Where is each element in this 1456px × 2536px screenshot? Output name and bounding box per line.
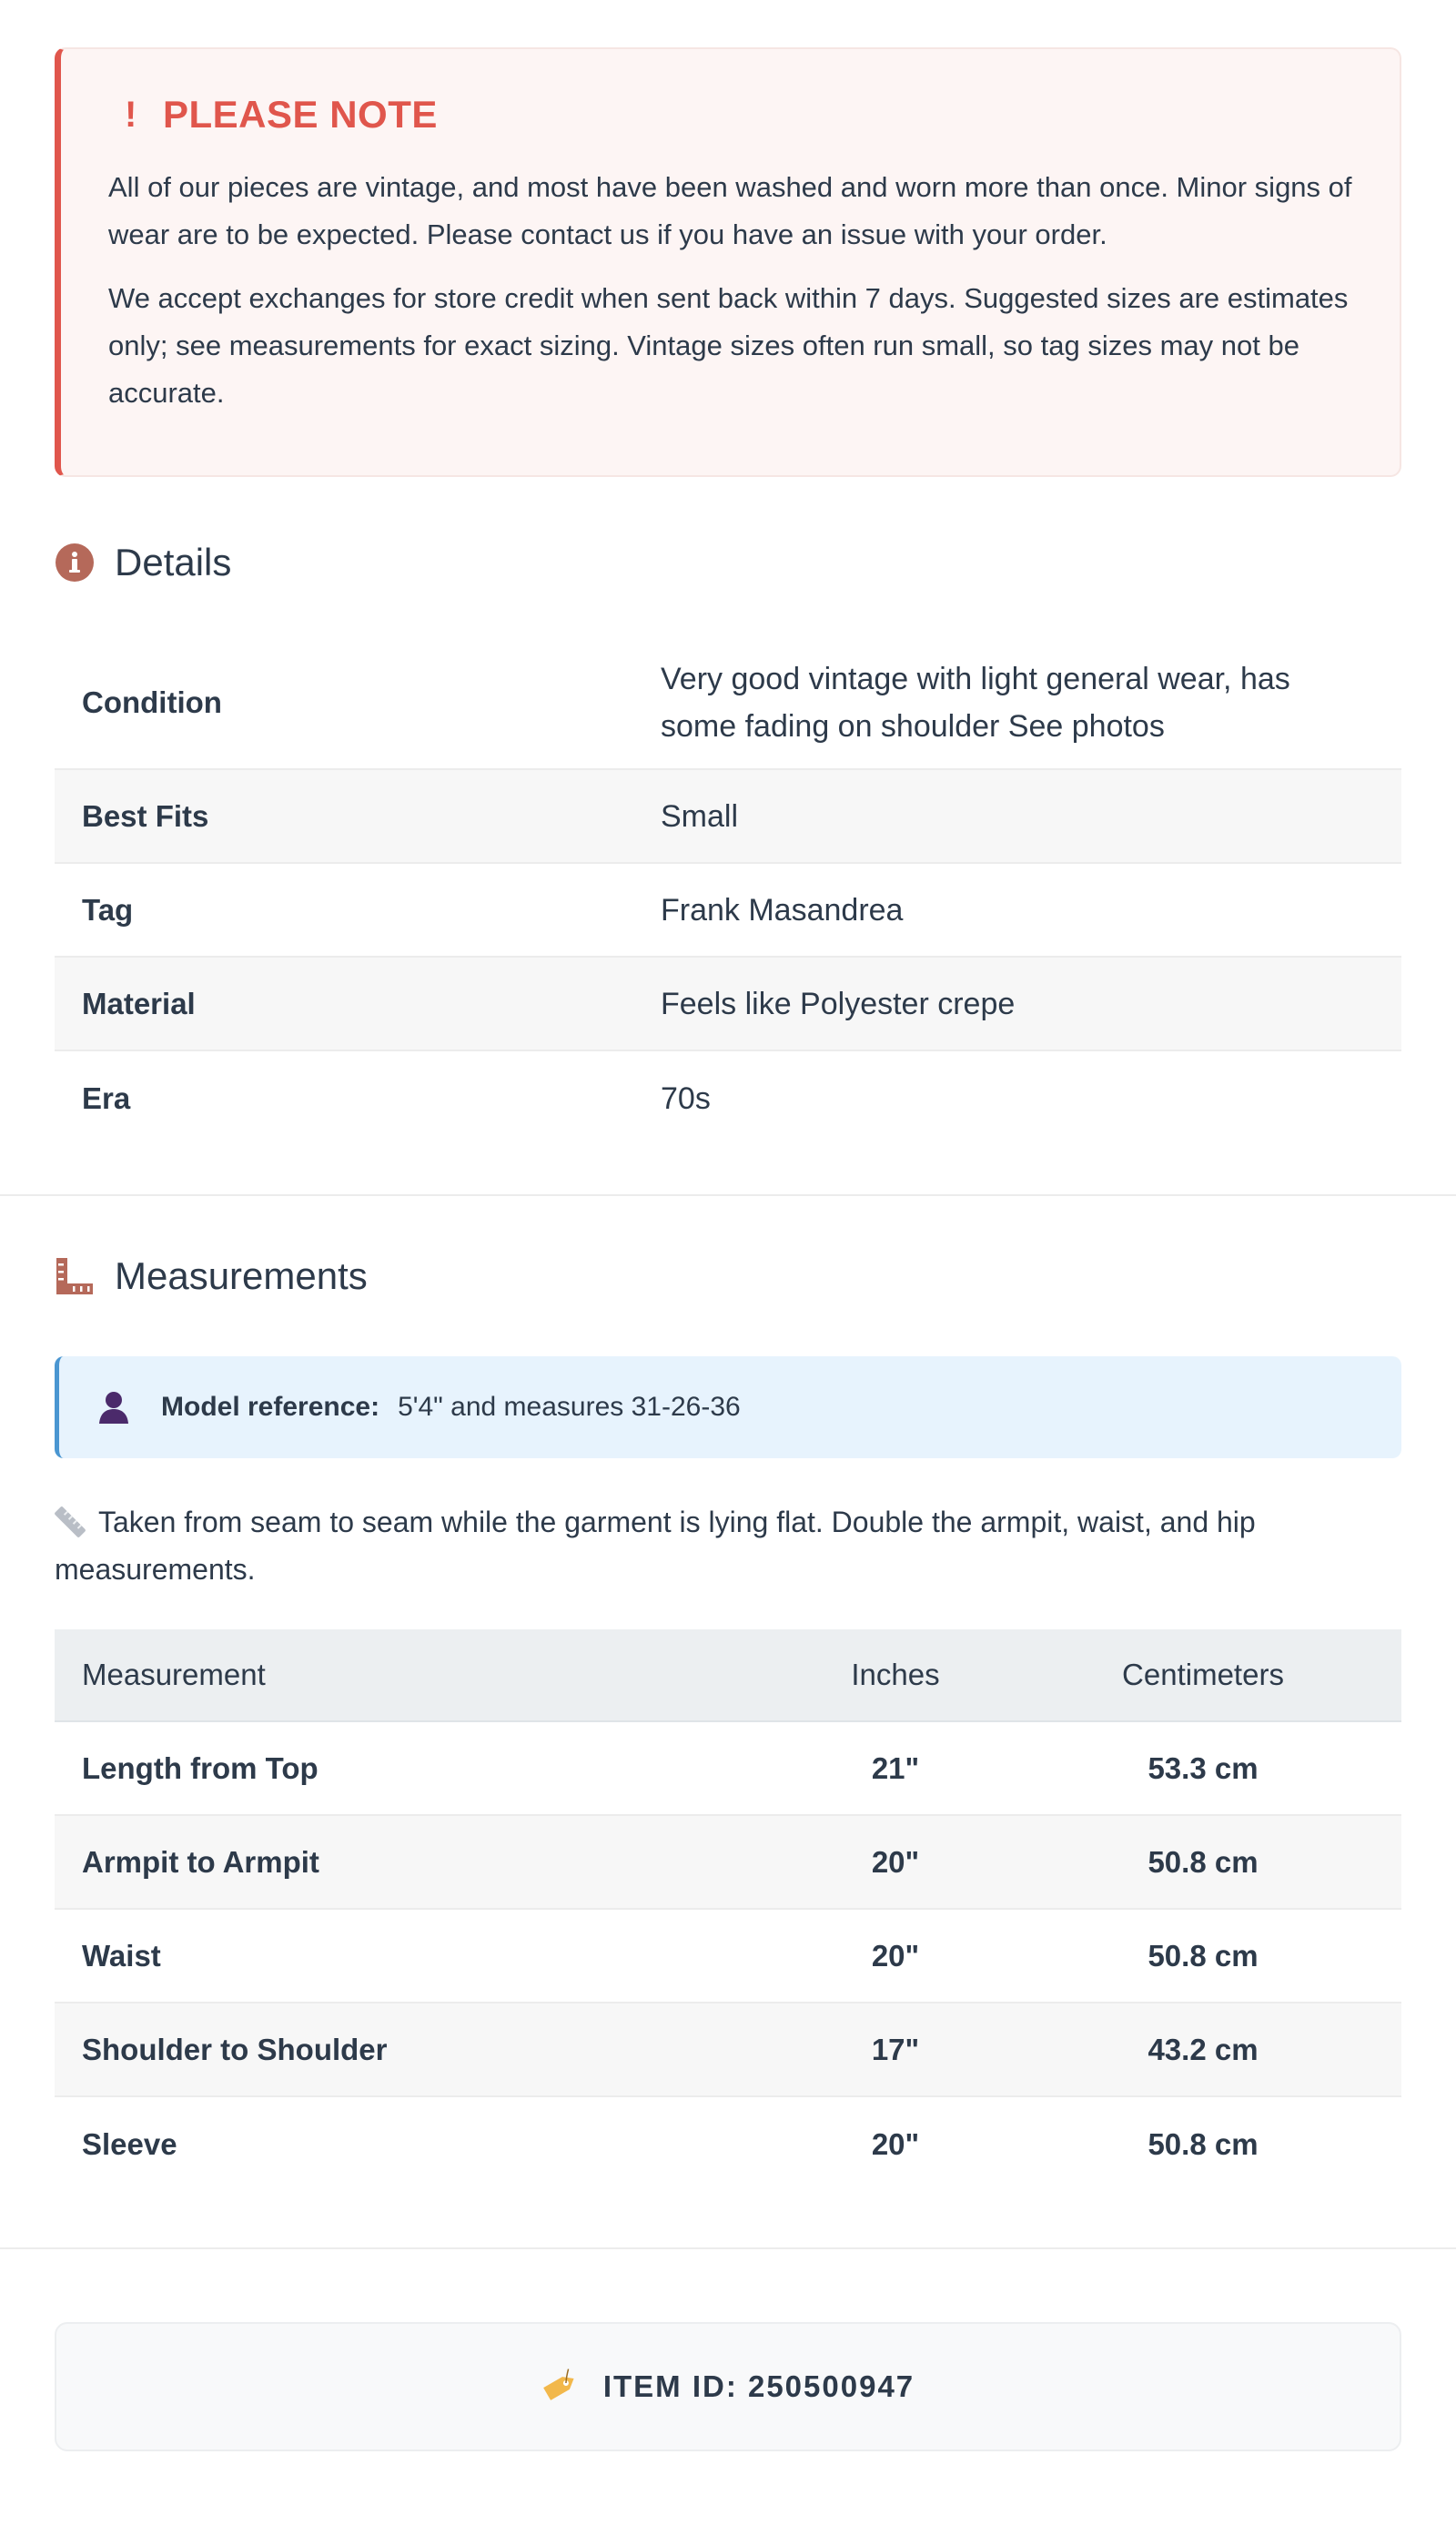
details-title: Details: [115, 541, 232, 583]
measurement-cm: 43.2 cm: [1148, 2032, 1259, 2066]
exclamation-icon: !: [125, 95, 137, 135]
measurement-cm: 50.8 cm: [1148, 2126, 1259, 2161]
table-row: [55, 1722, 1401, 1816]
item-id-box: [55, 2322, 1401, 2451]
please-note-box: [55, 47, 1401, 477]
table-row: [55, 2003, 1401, 2097]
note-paragraph: All of our pieces are vintage, and most have been washed and worn more than once. Minor signs of wear are to be expected. Please contact us if you have an issue with your order.: [108, 171, 1352, 250]
note-header: [108, 93, 1352, 137]
column-header-inches: Inches: [851, 1658, 940, 1691]
details-row: [55, 864, 1401, 958]
details-row: [55, 637, 1401, 770]
model-reference: [55, 1356, 1401, 1458]
measurement-name: Sleeve: [82, 2126, 177, 2161]
measuring-note: [55, 1498, 1401, 1593]
measurements-title: Measurements: [115, 1254, 368, 1297]
measurement-inches: 20": [871, 1844, 920, 1879]
ruler-small-icon: [55, 1506, 86, 1537]
details-value: Small: [661, 798, 739, 834]
details-label: Material: [82, 986, 196, 1020]
details-row: [55, 958, 1401, 1051]
info-circle-icon: [55, 543, 95, 583]
measurement-inches: 17": [871, 2032, 920, 2066]
details-value: Very good vintage with light general wear, has some fading on shoulder See photos: [661, 662, 1290, 744]
measurements-header-row: [55, 1629, 1401, 1722]
measurement-name: Waist: [82, 1938, 161, 1973]
measurement-name: Length from Top: [82, 1750, 318, 1785]
section-divider: [0, 2247, 1456, 2249]
model-reference-label: Model reference:: [161, 1392, 380, 1422]
price-tag-icon: [541, 2369, 578, 2405]
details-table: [55, 637, 1401, 1145]
measurements-heading: [55, 1251, 1401, 1302]
details-row: [55, 770, 1401, 864]
details-label: Best Fits: [82, 798, 209, 833]
measurements-table: [55, 1629, 1401, 2191]
details-row: [55, 1051, 1401, 1145]
note-title: PLEASE NOTE: [163, 93, 438, 136]
note-paragraph: We accept exchanges for store credit when sent back within 7 days. Suggested sizes are estimates only; see measurements for exact sizing. Vintage sizes often run small, so tag sizes may not be accurate.: [108, 282, 1349, 409]
table-row: [55, 1816, 1401, 1910]
person-icon: [96, 1389, 132, 1425]
measuring-note-text: Taken from seam to seam while the garment is lying flat. Double the armpit, waist, and hip measurements.: [55, 1506, 1256, 1586]
details-value: Frank Masandrea: [661, 892, 904, 928]
measurement-cm: 50.8 cm: [1148, 1938, 1259, 1973]
details-label: Condition: [82, 685, 222, 719]
details-label: Tag: [82, 892, 134, 927]
details-heading: [55, 537, 1401, 588]
table-row: [55, 2097, 1401, 2191]
measurement-name: Armpit to Armpit: [82, 1844, 319, 1879]
details-value: 70s: [661, 1080, 711, 1116]
table-row: [55, 1910, 1401, 2003]
item-id-label: ITEM ID: 250500947: [602, 2369, 915, 2403]
measurement-inches: 20": [871, 1938, 920, 1973]
details-value: Feels like Polyester crepe: [661, 986, 1016, 1021]
model-reference-value: 5'4" and measures 31-26-36: [398, 1392, 741, 1422]
measurement-cm: 53.3 cm: [1148, 1750, 1259, 1785]
measurement-name: Shoulder to Shoulder: [82, 2032, 388, 2066]
ruler-icon: [55, 1256, 95, 1296]
details-label: Era: [82, 1080, 131, 1115]
measurement-inches: 20": [871, 2126, 920, 2161]
measurement-inches: 21": [871, 1750, 920, 1785]
column-header-measurement: Measurement: [82, 1658, 266, 1691]
column-header-centimeters: Centimeters: [1122, 1658, 1284, 1691]
measurement-cm: 50.8 cm: [1148, 1844, 1259, 1879]
